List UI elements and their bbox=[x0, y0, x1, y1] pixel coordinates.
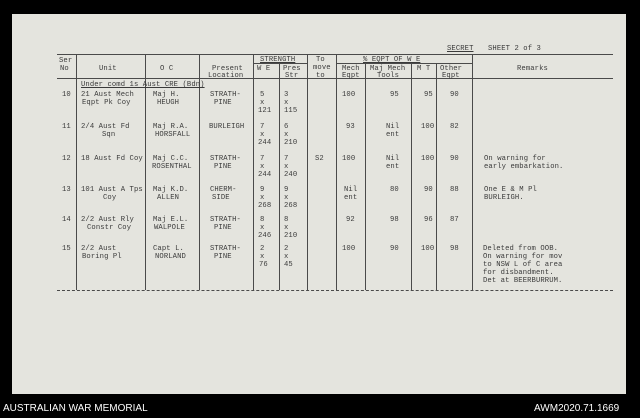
row-ser: 10 bbox=[62, 91, 71, 99]
col-rule bbox=[279, 63, 280, 290]
row-pres: 210 bbox=[284, 139, 298, 147]
row-mech: Nil bbox=[344, 186, 358, 194]
row-tools: Nil bbox=[386, 155, 400, 163]
row-mech: 92 bbox=[346, 216, 355, 224]
header-strength: STRENGTH bbox=[260, 56, 296, 64]
col-rule bbox=[472, 54, 473, 290]
header-to2: to bbox=[316, 72, 325, 80]
row-location: STRATH- bbox=[210, 155, 241, 163]
row-unit: Constr Coy bbox=[87, 224, 132, 232]
row-pres: 3 bbox=[284, 91, 289, 99]
header-to: To bbox=[316, 56, 325, 64]
header-mech: Mech bbox=[342, 65, 360, 73]
row-we: 244 bbox=[258, 139, 272, 147]
sheet-label: SHEET 2 of 3 bbox=[488, 45, 541, 53]
row-we: x bbox=[260, 224, 265, 232]
row-we: x bbox=[260, 131, 265, 139]
row-mt: 90 bbox=[424, 186, 433, 194]
row-tools: ent bbox=[386, 131, 400, 139]
row-oc: Maj C.C. bbox=[153, 155, 189, 163]
col-rule bbox=[411, 63, 412, 290]
row-location: STRATH- bbox=[210, 91, 241, 99]
col-rule bbox=[253, 54, 254, 290]
header-oc: O C bbox=[160, 65, 174, 73]
row-ser: 12 bbox=[62, 155, 71, 163]
row-location: SIDE bbox=[212, 194, 230, 202]
row-other: 90 bbox=[450, 155, 459, 163]
row-tools: 98 bbox=[390, 216, 399, 224]
row-oc: Maj R.A. bbox=[153, 123, 189, 131]
row-pres: x bbox=[284, 163, 289, 171]
row-location: CHERM- bbox=[210, 186, 237, 194]
col-rule bbox=[336, 54, 337, 290]
header-no: No bbox=[60, 65, 69, 73]
header-bottom-rule bbox=[57, 78, 613, 79]
header-mt: M T bbox=[417, 65, 431, 73]
row-oc: NORLAND bbox=[155, 253, 186, 261]
row-oc: WALPOLE bbox=[154, 224, 185, 232]
header-move: move bbox=[313, 64, 331, 72]
row-we: 2 bbox=[260, 245, 265, 253]
row-ser: 13 bbox=[62, 186, 71, 194]
row-mech: 100 bbox=[342, 245, 356, 253]
col-rule bbox=[436, 63, 437, 290]
row-remarks: BURLEIGH. bbox=[484, 194, 524, 202]
row-remarks: One E & M Pl bbox=[484, 186, 537, 194]
row-remarks: to NSW L of C area bbox=[483, 261, 563, 269]
accession-number: AWM2020.71.1669 bbox=[534, 403, 620, 414]
row-location: BURLEIGH bbox=[209, 123, 245, 131]
header-we: W E bbox=[257, 65, 271, 73]
col-rule bbox=[307, 54, 308, 290]
row-other: 90 bbox=[450, 91, 459, 99]
row-ser: 15 bbox=[62, 245, 71, 253]
header-pres: Pres bbox=[283, 65, 301, 73]
row-we: 9 bbox=[260, 186, 265, 194]
row-tools: ent bbox=[386, 163, 400, 171]
row-remarks: On warning for bbox=[484, 155, 546, 163]
row-remarks: for disbandment. bbox=[483, 269, 554, 277]
table-top-rule bbox=[57, 54, 613, 55]
row-unit: 21 Aust Mech bbox=[81, 91, 134, 99]
row-oc: HORSFALL bbox=[155, 131, 191, 139]
row-oc: Maj K.D. bbox=[153, 186, 189, 194]
row-we: 5 bbox=[260, 91, 265, 99]
row-tools: 95 bbox=[390, 91, 399, 99]
row-we: 244 bbox=[258, 171, 272, 179]
header-tools: Tools bbox=[377, 72, 400, 80]
row-we: 7 bbox=[260, 155, 265, 163]
row-location: STRATH- bbox=[210, 216, 241, 224]
row-mt: 100 bbox=[421, 155, 435, 163]
row-move: S2 bbox=[315, 155, 324, 163]
row-remarks: early embarkation. bbox=[484, 163, 564, 171]
row-we: 246 bbox=[258, 232, 272, 240]
subheading: Under comd 1s Aust CRE (Bdn) bbox=[81, 81, 205, 89]
header-ser: Ser bbox=[59, 57, 73, 65]
row-pres: x bbox=[284, 131, 289, 139]
row-location: PINE bbox=[214, 99, 232, 107]
row-pres: 2 bbox=[284, 245, 289, 253]
row-tools: Nil bbox=[386, 123, 400, 131]
row-pres: 6 bbox=[284, 123, 289, 131]
row-pres: 115 bbox=[284, 107, 298, 115]
row-ser: 14 bbox=[62, 216, 71, 224]
row-oc: Maj E.L. bbox=[153, 216, 189, 224]
row-unit: 2/2 Aust bbox=[81, 245, 117, 253]
row-we: x bbox=[260, 99, 265, 107]
row-pres: x bbox=[284, 224, 289, 232]
row-location: PINE bbox=[214, 224, 232, 232]
row-oc: Maj H. bbox=[153, 91, 180, 99]
row-location: STRATH- bbox=[210, 245, 241, 253]
row-remarks: Deleted from OOB. bbox=[483, 245, 559, 253]
row-mech: 100 bbox=[342, 155, 356, 163]
header-mech-eqpt: Eqpt bbox=[342, 72, 360, 80]
row-location: PINE bbox=[214, 163, 232, 171]
row-we: x bbox=[260, 194, 265, 202]
row-pres: 8 bbox=[284, 216, 289, 224]
row-pres: 45 bbox=[284, 261, 293, 269]
row-other: 87 bbox=[450, 216, 459, 224]
row-we: 268 bbox=[258, 202, 272, 210]
row-we: 7 bbox=[260, 123, 265, 131]
row-unit: 18 Aust Fd Coy bbox=[81, 155, 143, 163]
row-pres: 9 bbox=[284, 186, 289, 194]
row-other: 88 bbox=[450, 186, 459, 194]
row-oc: HEUGH bbox=[157, 99, 180, 107]
table-bottom-rule bbox=[57, 290, 613, 291]
row-pres: x bbox=[284, 194, 289, 202]
row-we: 8 bbox=[260, 216, 265, 224]
header-other-eqpt: Eqpt bbox=[442, 72, 460, 80]
row-we: x bbox=[260, 253, 265, 261]
row-other: 98 bbox=[450, 245, 459, 253]
row-we: x bbox=[260, 163, 265, 171]
row-location: PINE bbox=[214, 253, 232, 261]
row-ser: 11 bbox=[62, 123, 71, 131]
row-unit: Eqpt Pk Coy bbox=[82, 99, 131, 107]
row-remarks: On warning for mov bbox=[483, 253, 563, 261]
row-pres: x bbox=[284, 253, 289, 261]
classification-label: SECRET bbox=[447, 45, 474, 53]
col-rule bbox=[365, 63, 366, 290]
col-rule bbox=[76, 54, 77, 290]
row-unit: 2/4 Aust Fd bbox=[81, 123, 130, 131]
row-pres: 210 bbox=[284, 232, 298, 240]
row-other: 82 bbox=[450, 123, 459, 131]
row-unit: Sqn bbox=[102, 131, 116, 139]
row-mt: 100 bbox=[421, 245, 435, 253]
row-mt: 95 bbox=[424, 91, 433, 99]
row-oc: ROSENTHAL bbox=[152, 163, 192, 171]
row-pres: 240 bbox=[284, 171, 298, 179]
row-pres: 7 bbox=[284, 155, 289, 163]
header-unit: Unit bbox=[99, 65, 117, 73]
row-pres: 268 bbox=[284, 202, 298, 210]
row-unit: 2/2 Aust Rly bbox=[81, 216, 134, 224]
header-maj-mech: Maj Mech bbox=[370, 65, 406, 73]
archive-name: AUSTRALIAN WAR MEMORIAL bbox=[3, 403, 148, 414]
row-tools: 80 bbox=[390, 186, 399, 194]
header-location: Location bbox=[208, 72, 244, 80]
row-mech: ent bbox=[344, 194, 358, 202]
row-unit: Boring Pl bbox=[82, 253, 122, 261]
header-other: Other bbox=[440, 65, 463, 73]
row-oc: ALLEN bbox=[157, 194, 180, 202]
row-mech: 100 bbox=[342, 91, 356, 99]
row-unit: 101 Aust A Tps bbox=[81, 186, 143, 194]
row-mt: 96 bbox=[424, 216, 433, 224]
row-oc: Capt L. bbox=[153, 245, 184, 253]
row-mech: 93 bbox=[346, 123, 355, 131]
row-mt: 100 bbox=[421, 123, 435, 131]
row-we: 76 bbox=[259, 261, 268, 269]
header-remarks: Remarks bbox=[517, 65, 548, 73]
row-we: 121 bbox=[258, 107, 272, 115]
row-tools: 90 bbox=[390, 245, 399, 253]
row-unit: Coy bbox=[103, 194, 117, 202]
header-present: Present bbox=[212, 65, 243, 73]
row-pres: x bbox=[284, 99, 289, 107]
header-pct-group: % EQPT OF W E bbox=[363, 56, 421, 64]
row-remarks: Det at BEERBURRUM. bbox=[483, 277, 563, 285]
header-str: Str bbox=[285, 72, 299, 80]
